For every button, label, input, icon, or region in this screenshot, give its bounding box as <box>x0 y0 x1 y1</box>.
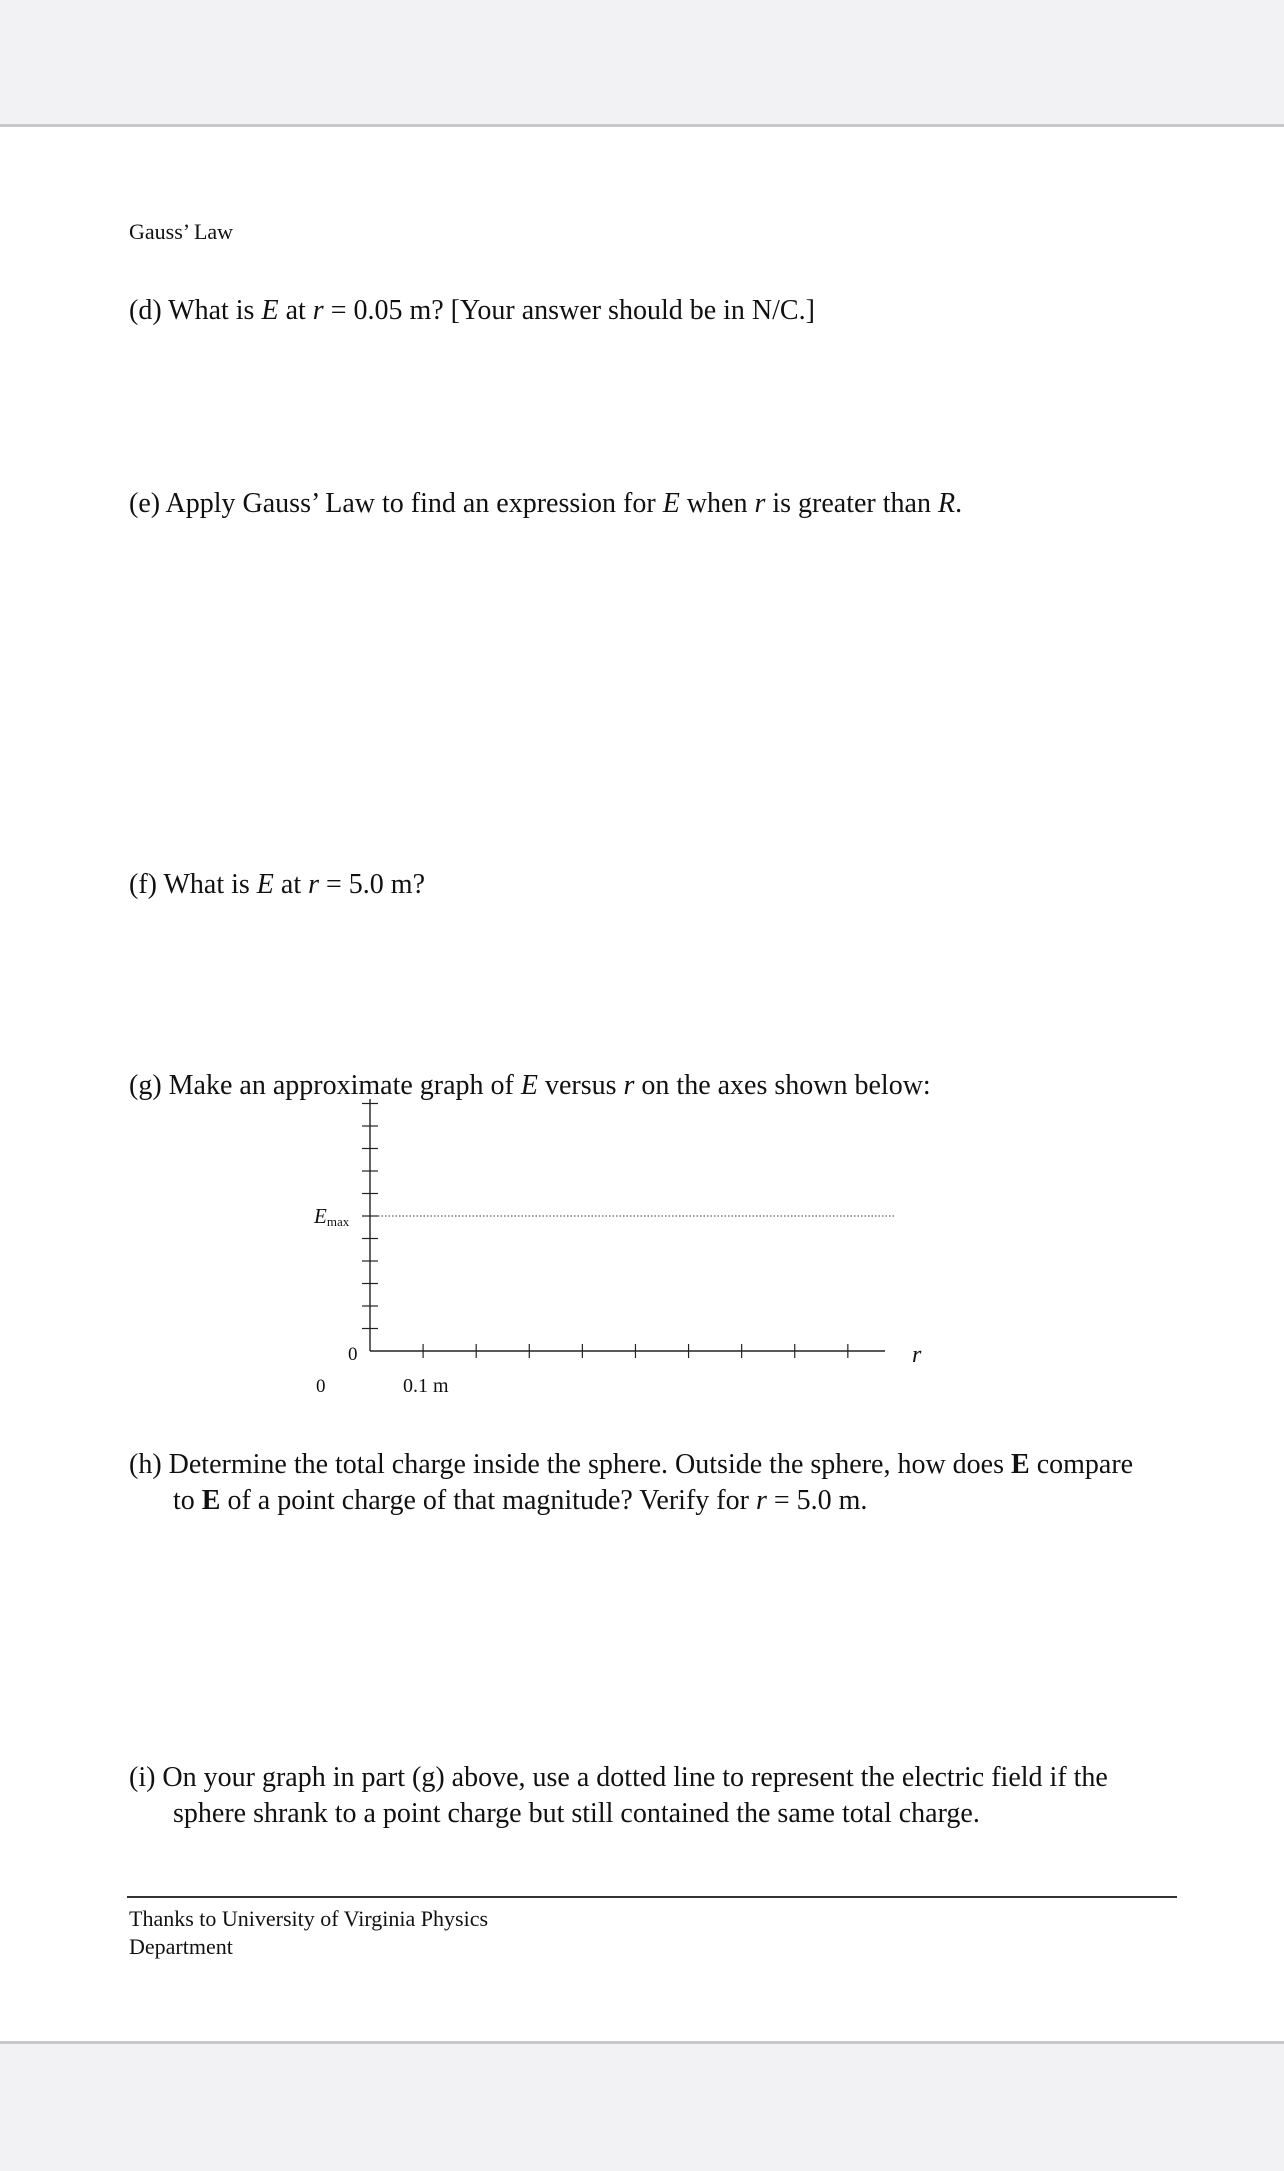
y-origin-label: 0 <box>348 1344 358 1365</box>
footer-divider <box>127 1896 1177 1898</box>
question-h-line1: (h) Determine the total charge inside the sphere. Outside the sphere, how does E compare <box>129 1449 1134 1480</box>
worksheet-page <box>0 124 1284 2044</box>
x-origin-label: 0 <box>316 1376 326 1393</box>
e-vs-r-graph <box>300 1093 960 1393</box>
question-h-line2: to E of a point charge of that magnitude? Verify for r = 5.0 m. <box>173 1485 868 1516</box>
x-axis-label: r <box>912 1342 922 1368</box>
question-e: (e) Apply Gauss’ Law to find an expression for E when r is greater than R. <box>129 488 963 519</box>
question-h <box>129 1447 1133 1519</box>
question-i-line1: (i) On your graph in part (g) above, use a dotted line to represent the electric field if the <box>129 1762 1108 1793</box>
page-header: Gauss’ Law <box>129 219 234 244</box>
question-g: (g) Make an approximate graph of E versus r on the axes shown below: <box>129 1070 931 1101</box>
y-marker-label: Emax <box>314 1204 350 1229</box>
x-tick-label: 0.1 m <box>403 1375 449 1393</box>
question-d: (d) What is E at r = 0.05 m? [Your answer should be in N/C.] <box>129 295 815 326</box>
graph-svg <box>300 1093 960 1393</box>
question-i <box>129 1760 1108 1832</box>
question-f: (f) What is E at r = 5.0 m? <box>129 869 426 900</box>
footer-credit: Thanks to University of Virginia Physics Department <box>129 1906 489 1959</box>
question-i-line2: sphere shrank to a point charge but still contained the same total charge. <box>173 1798 980 1829</box>
